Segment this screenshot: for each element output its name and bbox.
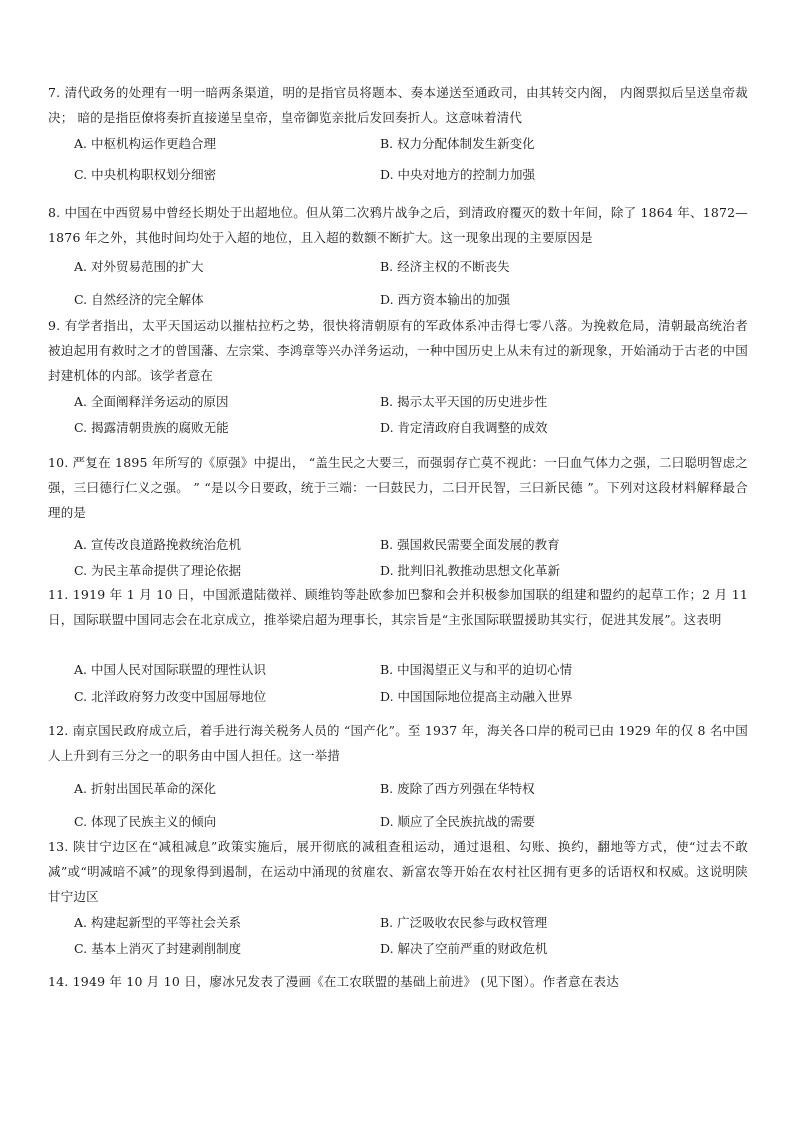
option-c: C. 北洋政府努力改变中国屈辱地位 [74,689,267,704]
option-c: C. 基本上消灭了封建剥削制度 [74,941,242,956]
option-d: D. 肯定清政府自我调整的成效 [380,420,548,435]
question-stem: 7. 清代政务的处理有一明一暗两条渠道，明的是指官员将题本、奏本递送至通政司，由其转交内阁， 内阁票拟后呈送皇帝裁决； 暗的是指臣僚将奏折直接递呈皇帝，皇帝御览亲批后发回奏折人。这意味着清代 [48,85,748,125]
question-stem: 14. 1949 年 10 月 10 日，廖冰兄发表了漫画《在工农联盟的基础上前进》 (见下图）。作者意在表达 [48,974,619,989]
question-9 [48,313,748,388]
option-b: B. 揭示太平天国的历史进步性 [380,394,548,409]
option-d: D. 解决了空前严重的财政危机 [380,941,548,956]
option-d: D. 中央对地方的控制力加强 [380,167,536,182]
question-stem: 11. 1919 年 1 月 10 日，中国派遣陆徵祥、顾维钧等赴欧参加巴黎和会并积极参加国联的组建和盟约的起草工作；2 月 11 日，国际联盟中国同志会在北京成立，推举梁启超为理事长，其宗旨是“主张国际联盟援助其实行，促进其发展”。这表明 [48,587,748,627]
option-c: C. 揭露清朝贵族的腐败无能 [74,420,229,435]
question-11 [48,582,748,632]
question-8 [48,200,748,250]
question-stem: 9. 有学者指出，太平天国运动以摧枯拉朽之势，很快将清朝原有的军政体系冲击得七零八落。为挽救危局，清朝最高统治者被迫起用有救时之才的曾国藩、左宗棠、李鸿章等兴办洋务运动，一种中国历史上从未有过的新现象，开始涌动于古老的中国封建机体的内部。该学者意在 [48,318,748,383]
option-b: B. 废除了西方列强在华特权 [380,781,535,796]
question-stem: 13. 陕甘宁边区在“减租减息”政策实施后，展开彻底的减租查租运动，通过退租、勾账、换约，翻地等方式，使“过去不敢减”或“明减暗不减”的现象得到遏制，在运动中涌现的贫雇农、新富农等开始在农村社区拥有更多的话语权和权威。这说明陕甘宁边区 [48,839,748,904]
option-a: A. 对外贸易范围的扩大 [74,259,204,274]
option-c: C. 中央机构职权划分细密 [74,167,217,182]
option-d: D. 批判旧礼教推动思想文化革新 [380,563,561,578]
question-13 [48,834,748,909]
option-c: C. 自然经济的完全解体 [74,292,204,307]
option-a: A. 中枢机构运作更趋合理 [74,136,216,151]
question-12 [48,718,748,768]
option-a: A. 中国人民对国际联盟的理性认识 [74,662,266,677]
question-14 [48,969,748,994]
option-c: C. 为民主革命提供了理论依据 [74,563,242,578]
question-stem: 10. 严复在 1895 年所写的《原强》中提出， “盖生民之大要三，而强弱存亡莫不视此：一曰血气体力之强，二曰聪明智虑之强，三曰德行仁义之强。 ” “是以今日要政，统于三端：一曰鼓民力，二曰开民智，三曰新民德 ”。下列对这段材料解释最合理的是 [48,455,748,520]
option-b: B. 权力分配体制发生新变化 [380,136,535,151]
option-a: A. 宣传改良道路挽救统治危机 [74,537,241,552]
option-b: B. 经济主权的不断丧失 [380,259,510,274]
option-b: B. 中国渴望正义与和平的迫切心情 [380,662,573,677]
option-a: A. 全面阐释洋务运动的原因 [74,394,229,409]
question-10 [48,450,748,525]
question-stem: 8. 中国在中西贸易中曾经长期处于出超地位。但从第二次鸦片战争之后，到清政府覆灭的数十年间，除了 1864 年、1872—1876 年之外，其他时间均处于入超的地位，且入超的数额不断扩大。这一现象出现的主要原因是 [48,205,748,245]
option-d: D. 顺应了全民族抗战的需要 [380,814,536,829]
option-d: D. 中国国际地位提高主动融入世界 [380,689,573,704]
question-7 [48,80,748,130]
option-b: B. 广泛吸收农民参与政权管理 [380,915,548,930]
option-d: D. 西方资本输出的加强 [380,292,511,307]
option-a: A. 折射出国民革命的深化 [74,781,216,796]
option-b: B. 强国救民需要全面发展的教育 [380,537,560,552]
option-a: A. 构建起新型的平等社会关系 [74,915,241,930]
question-stem: 12. 南京国民政府成立后，着手进行海关税务人员的 “国产化”。至 1937 年，海关各口岸的税司已由 1929 年的仅 8 名中国人上升到有三分之一的职务由中国人担任。这一举措 [48,723,748,763]
option-c: C. 体现了民族主义的倾向 [74,814,217,829]
